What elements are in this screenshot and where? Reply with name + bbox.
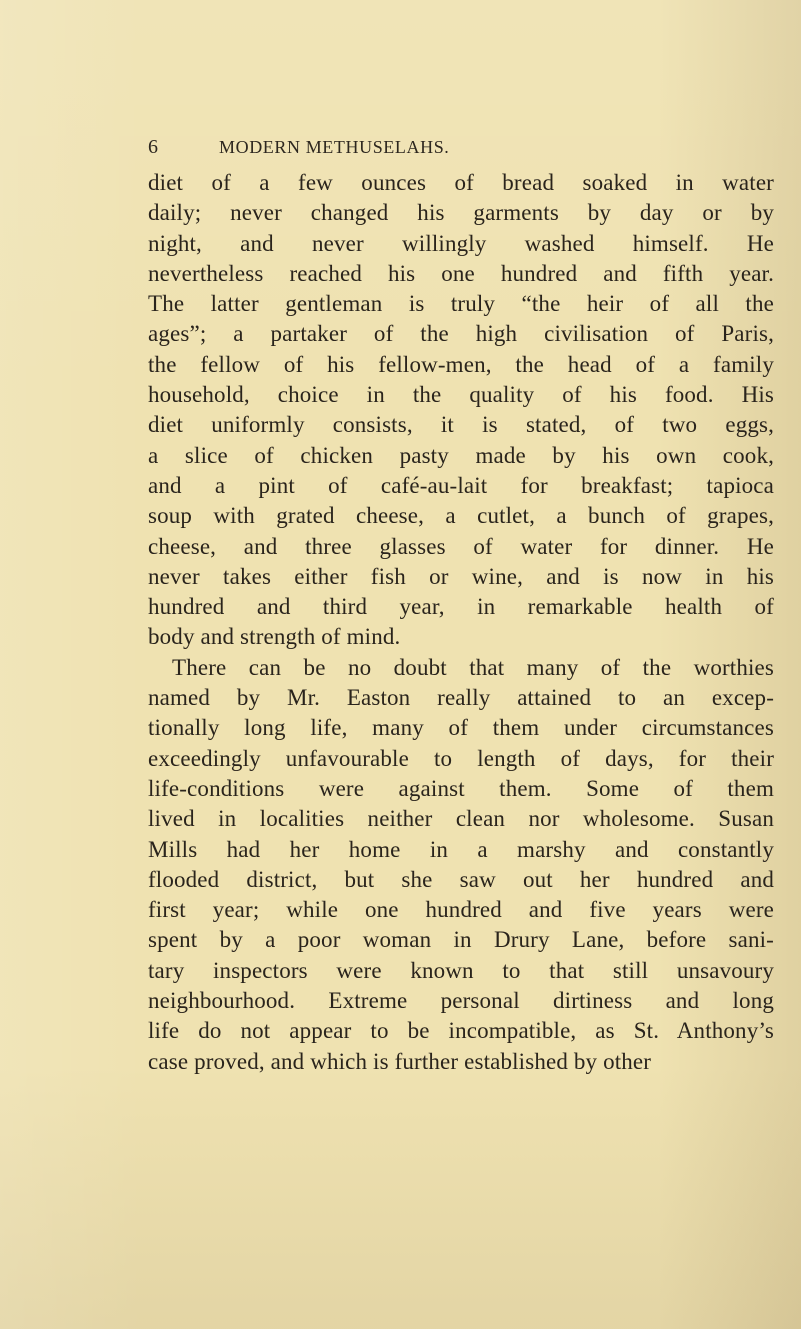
text-line: lived in localities neither clean nor wholesome. Susan	[148, 806, 774, 832]
text-line: cheese, and three glasses of water for dinner. He	[148, 533, 774, 559]
text-line: flooded district, but she saw out her hundred and	[148, 866, 774, 892]
text-line: the fellow of his fellow-men, the head of a family	[148, 351, 774, 377]
paragraph-end-line: body and strength of mind.	[148, 624, 401, 650]
text-line: night, and never willingly washed himself. He	[148, 230, 774, 256]
text-line: daily; never changed his garments by day or by	[148, 200, 774, 226]
text-line: case proved, and which is further established by other	[148, 1048, 652, 1074]
text-line: life-conditions were against them. Some of them	[148, 775, 774, 801]
text-line: household, choice in the quality of his food. His	[148, 382, 774, 408]
text-line: named by Mr. Easton really attained to an excep-	[148, 685, 774, 711]
text-line: diet uniformly consists, it is stated, of two eggs,	[148, 412, 774, 438]
text-line: exceedingly unfavourable to length of days, for their	[148, 745, 774, 771]
text-line: soup with grated cheese, a cutlet, a bunch of grapes,	[148, 503, 774, 529]
text-line: life do not appear to be incompatible, as St. Anthony’s	[148, 1018, 774, 1044]
text-line: a slice of chicken pasty made by his own cook,	[148, 442, 774, 468]
text-line: neighbourhood. Extreme personal dirtiness and long	[148, 988, 774, 1014]
text-line: The latter gentleman is truly “the heir of all the	[148, 291, 774, 317]
running-title: MODERN METHUSELAHS.	[219, 137, 450, 157]
text-line: tionally long life, many of them under circumstances	[148, 715, 774, 741]
text-line: hundred and third year, in remarkable health of	[148, 594, 774, 620]
page-number: 6	[148, 136, 159, 158]
text-line: first year; while one hundred and five years were	[148, 897, 774, 923]
paragraph-first-line: There can be no doubt that many of the worthies	[172, 654, 774, 680]
text-line: and a pint of café-au-lait for breakfast; tapioca	[148, 472, 774, 498]
body-text	[148, 168, 774, 1077]
text-line: spent by a poor woman in Drury Lane, before sani-	[148, 927, 774, 953]
text-line: tary inspectors were known to that still unsavoury	[148, 957, 774, 983]
text-line: Mills had her home in a marshy and constantly	[148, 836, 774, 862]
text-line: ages”; a partaker of the high civilisation of Paris,	[148, 321, 774, 347]
text-line: diet of a few ounces of bread soaked in water	[148, 170, 774, 195]
text-line: nevertheless reached his one hundred and fifth year.	[148, 260, 774, 286]
page-header	[148, 133, 668, 163]
text-line: never takes either fish or wine, and is now in his	[148, 563, 774, 589]
